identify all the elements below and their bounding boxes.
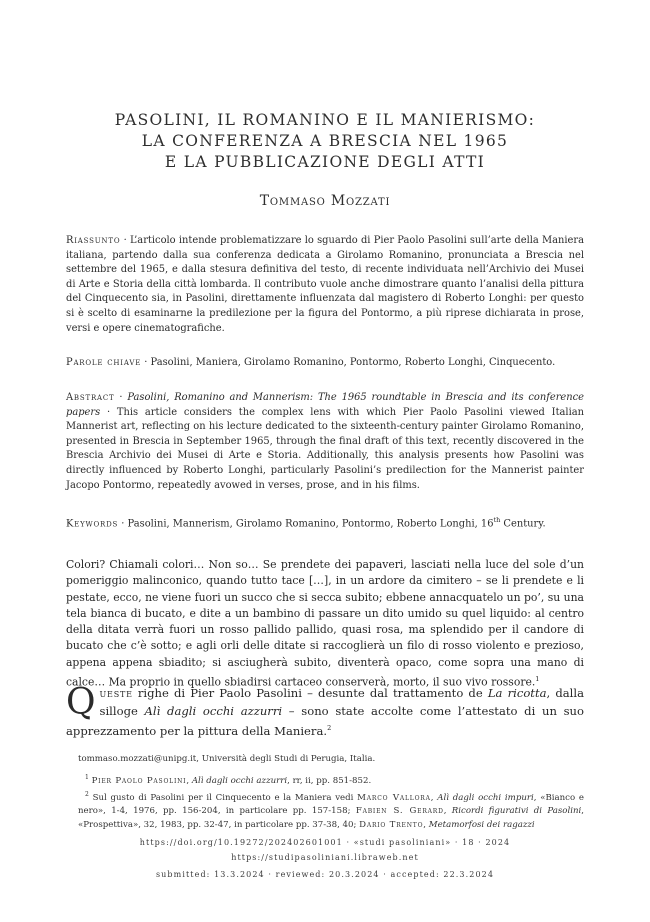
journal-url[interactable]: https://studipasoliniani.libraweb.net — [231, 853, 419, 862]
footnote-2-title-2: Ricordi figurativi di Pasolini — [451, 806, 582, 817]
article-title — [40, 110, 610, 173]
keywords-text: · Pasolini, Mannerism, Girolamo Romanino, Pontormo, Roberto Longhi, 16 — [118, 518, 494, 530]
work-title-ricotta: La ricotta — [487, 686, 547, 700]
footnote-1-rest: , rr, ii, pp. 851-852. — [287, 776, 372, 787]
body-text-2: , dalla silloge — [99, 686, 584, 718]
keywords-superscript: th — [493, 516, 501, 524]
footnote-2-number: 2 — [85, 791, 89, 799]
author-affiliation: tommaso.mozzati@unipg.it, Università degli Studi di Perugia, Italia. — [78, 754, 376, 764]
quote-text: Colori? Chiamali colori… Non so… Se prendete dei papaveri, lasciati nella luce del sole d’un pomeriggio malinconico, quando tutto tace […], in un ardore da cimitero – se li prendete e li pestate, ecco, ne viene fuori un succo che si secca subito; ebbene annacquatelo un po’, su una tela bianca di bucato, e dite a un bambino di passare un dito umido su quel liquido: al centro della ditata verrà fuori un rosso pallido pallido, quasi rosa, ma splendido per il candore di bucato che c’è sotto; e agli orli delle ditate si raccoglierà un filo di rosso violento e prezioso, appena appena sbiadito; si asciugherà subito, diventerà opaco, come sopra una mano di calce… Ma proprio in quello sbiadirsi cartaceo conserverà, morto, il suo vivo rossore. — [66, 558, 584, 689]
footnote-2-text-4: , — [443, 806, 452, 817]
doi-line[interactable]: https://doi.org/10.19272/202402601001 · «studi pasoliniani» · 18 · 2024 — [139, 838, 511, 847]
abstract-text: · This article considers the complex lens with which Pier Paolo Pasolini viewed Italian Mannerist art, reflecting on his lecture dedicated to the sixteenth-century painter Girolamo Romanino, presented in Brescia in September 1965, through the final draft of this text, recently discovered in the Brescia Archivio dei Musei di Arte e Storia. Additionally, this analysis presents how Pasolini was directly influenced by Roberto Longhi, particularly Pasolini’s predilection for the Mannerist painter Jacopo Pontormo, repeatedly avowed in verses, prose, and in his films. — [66, 406, 584, 491]
footnote-1-author: Pier Paolo Pasolini — [91, 776, 187, 787]
drop-cap: Q — [66, 682, 96, 723]
lead-word: ueste — [99, 686, 133, 700]
parole-chiave-label: Parole chiave — [66, 357, 142, 368]
footnote-2-title-1: Alì dagli occhi impuri — [437, 793, 534, 804]
footnote-1-number: 1 — [85, 774, 89, 782]
riassunto-label: Riassunto — [66, 235, 121, 246]
riassunto-text: · L’articolo intende problematizzare lo sguardo di Pier Paolo Pasolini sull’arte della Maniera italiana, partendo dalla sua conferenza dedicata a Girolamo Romanino, pronunciata a Brescia nel settembre del 1965, e dalla stesura definitiva del testo, di recente individuata nell’Archivio dei Musei di Arte e Storia della città lombarda. Il contributo vuole anche dimostrare quanto l’analisi della pittura del Cinquecento sia, in Pasolini, direttamente influenzata dal magistero di Roberto Longhi: per questo si è scelto di esaminarne la predilezione per la figura del Pontormo, a più riprese dichiarata in prose, versi e opere cinematografiche. — [66, 235, 584, 334]
footnote-2-text-5: , «Prospettiva», 32, 1983, pp. 32-47, in particolare pp. 37-38, 40; — [78, 806, 585, 830]
keywords-label: Keywords — [66, 518, 119, 530]
body-text-3: – sono state accolte come l’attestato di un suo apprezzamento per la pittura della Maniera. — [66, 703, 585, 738]
work-title-ali: Alì dagli occhi azzurri — [144, 703, 283, 718]
keywords-tail: Century. — [500, 518, 546, 530]
abstract-english-title: Pasolini, Romanino and Mannerism: The 1965 roundtable in Brescia and its conference papers — [66, 392, 584, 418]
footnote-2-text-6: , — [423, 819, 429, 830]
parole-chiave-block — [66, 356, 584, 371]
footnotes — [78, 753, 584, 832]
footnote-2-text-1: Sul gusto di Pasolini per il Cinquecento e la Maniera vedi — [88, 793, 358, 804]
title-line-1: PASOLINI, IL ROMANINO E IL MANIERISMO: — [114, 111, 536, 129]
footnote-2-author-1: Marco Vallora — [357, 793, 431, 804]
footnote-2-text-2: , — [430, 793, 438, 804]
body-text-1: righe di Pier Paolo Pasolini – desunte dal trattamento de — [132, 686, 488, 700]
footnote-ref-2[interactable]: 2 — [327, 724, 332, 732]
parole-chiave-text: · Pasolini, Maniera, Girolamo Romanino, Pontormo, Roberto Longhi, Cinquecento. — [141, 357, 556, 368]
footnote-2-text-3: , «Bianco e nero», 1-4, 1976, pp. 156-204, in particolare pp. 157-158; — [78, 793, 585, 817]
body-paragraph — [66, 682, 585, 740]
abstract-separator: · — [114, 392, 128, 403]
footnote-ref-1[interactable]: 1 — [535, 675, 540, 684]
title-line-3: E LA PUBBLICAZIONE DEGLI ATTI — [164, 153, 486, 171]
footnote-2 — [78, 788, 584, 831]
abstract-block — [66, 391, 584, 493]
footnote-2-author-2: Fabien S. Gerard — [355, 806, 444, 817]
epigraph-quote — [66, 557, 584, 691]
author-name: Tommaso Mozzati — [259, 193, 391, 209]
footnote-1-title: Alì dagli occhi azzurri — [191, 776, 288, 787]
title-line-2: LA CONFERENZA A BRESCIA NEL 1965 — [141, 132, 509, 150]
footnote-2-author-3: Dario Trento — [359, 819, 424, 830]
keywords-block — [66, 513, 584, 532]
footnote-1: $^1$ Pier Paolo Pasolini, Alì dagli occhi azzurri, rr, ii, pp. 851-852. — [85, 774, 372, 787]
abstract-label: Abstract — [66, 392, 115, 403]
riassunto-block — [66, 234, 584, 336]
footnote-2-title-3: Metamorfosi dei ragazzi — [428, 819, 535, 830]
submission-dates: submitted: 13.3.2024 · reviewed: 20.3.2024 · accepted: 22.3.2024 — [155, 870, 495, 879]
